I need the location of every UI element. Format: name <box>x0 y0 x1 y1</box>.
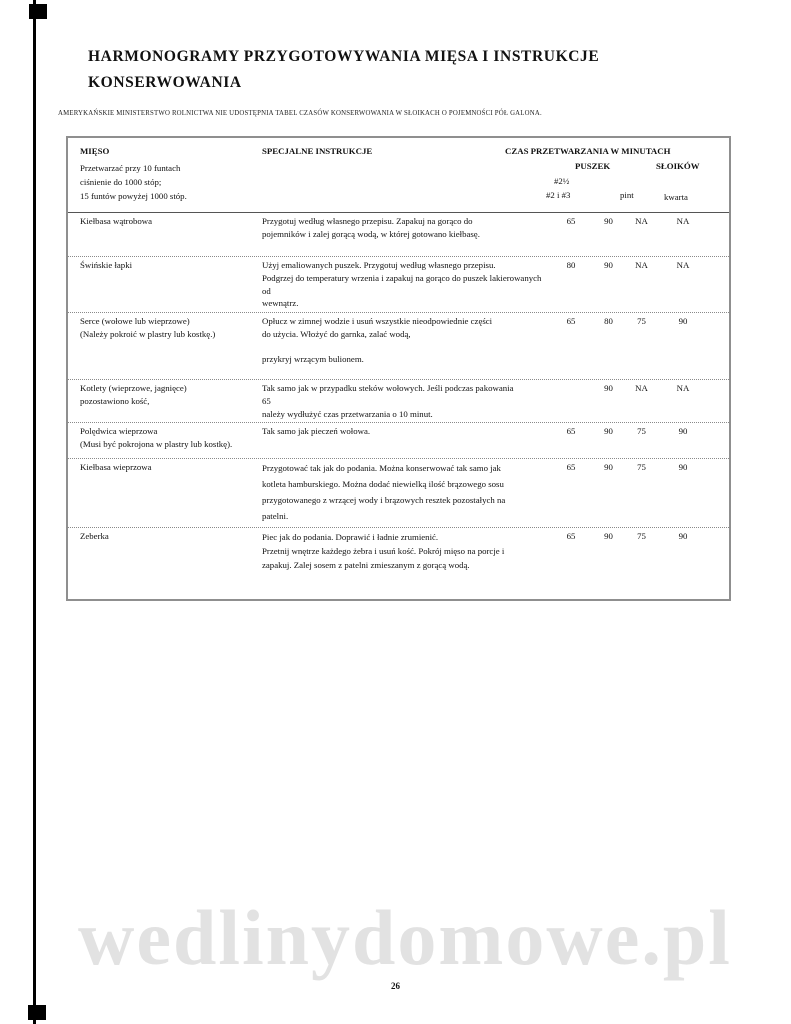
time-value-can2half: 90 <box>604 426 613 437</box>
quart-label: kwarta <box>664 192 688 202</box>
time-value-can23: 65 <box>566 216 576 226</box>
binding-edge-line <box>33 0 36 1024</box>
table-body <box>68 213 729 574</box>
time-value-pint: 75 <box>637 426 646 437</box>
time-value-quart: NA <box>676 260 690 270</box>
time-value-can2half: 90 <box>604 260 613 270</box>
time-value-can23: 65 <box>566 462 576 473</box>
time-value-quart: 90 <box>678 462 688 473</box>
time-value-quart: NA <box>676 383 690 393</box>
time-value-pint: NA <box>635 216 648 226</box>
time-value-pint: NA <box>635 260 648 270</box>
jars-group-label: SŁOIKÓW <box>656 161 700 171</box>
binding-mark-bottom <box>28 1005 46 1020</box>
table-row <box>68 380 729 423</box>
table-row <box>68 423 729 459</box>
time-value-can2half: 90 <box>604 462 613 473</box>
binding-mark-top <box>29 4 47 19</box>
meat-name: Kotlety (wieprzowe, jagnięce) pozostawiono kość, <box>80 383 187 406</box>
time-value-quart: 90 <box>678 316 688 326</box>
meat-name: Świńskie łapki <box>80 260 133 270</box>
page-number: 26 <box>391 981 400 991</box>
table-row <box>68 459 729 528</box>
special-instructions: Tak samo jak pieczeń wołowa. <box>262 426 371 437</box>
time-value-pint: NA <box>635 383 648 393</box>
time-value-pint: 75 <box>637 531 646 542</box>
special-instructions: Użyj emaliowanych puszek. Przygotuj według własnego przepisu. Podgrzej do temperatury wrzenia i zapakuj na gorąco do puszek lakierowanych od wewnątrz. <box>262 260 542 309</box>
meat-name: Kiełbasa wieprzowa <box>80 462 152 473</box>
can-size-2-3-label: #2 i #3 <box>546 190 571 200</box>
table-row <box>68 257 729 313</box>
meat-pressure-note: Przetwarzać przy 10 funtach ciśnienie do 1000 stóp; 15 funtów powyżej 1000 stóp. <box>80 163 187 202</box>
cans-group-label: PUSZEK <box>575 161 611 171</box>
time-value-can2half: 90 <box>604 216 613 226</box>
time-value-quart: NA <box>676 216 690 226</box>
time-value-can2half: 90 <box>604 531 613 542</box>
meat-name: Polędwica wieprzowa (Musi być pokrojona w plastry lub kostkę). <box>80 426 233 449</box>
time-value-can2half: 80 <box>604 316 613 326</box>
special-instructions: Piec jak do podania. Doprawić i ładnie zrumienić. Przetnij wnętrze każdego żebra i usuń kość. Pokrój mięso na porcje i zapakuj. Zalej sosem z patelni zmieszanym z gorącą wodą. <box>262 532 505 571</box>
can-size-2half-label: #2½ <box>554 176 570 186</box>
meat-name: Kiełbasa wątrobowa <box>80 216 153 226</box>
table-row <box>68 528 729 574</box>
special-instructions: Przygotować tak jak do podania. Można konserwować tak samo jak kotleta hamburskiego. Można dodać niewielką ilość brązowego sosu przygotowanego z wrzącej wody i brązowych resztek pozostałych na patelni. <box>262 463 506 521</box>
watermark: wedlinydomowe.pl <box>78 894 732 981</box>
canning-table <box>66 136 731 601</box>
page-title: HARMONOGRAMY PRZYGOTOWYWANIA MIĘSA I INSTRUKCJE KONSERWOWANIA <box>88 48 600 91</box>
table-header <box>68 138 729 213</box>
special-instructions: Tak samo jak w przypadku steków wołowych. Jeśli podczas pakowania 65 należy wydłużyć czas przetwarzania o 10 minut. <box>262 383 514 419</box>
special-instructions: Przygotuj według własnego przepisu. Zapakuj na gorąco do pojemników i zalej gorącą wodą, w której gotowano kiełbasę. <box>262 216 480 239</box>
meat-name: Zeberka <box>80 531 109 542</box>
time-value-pint: 75 <box>637 316 646 326</box>
time-value-can2half: 90 <box>604 383 613 393</box>
time-value-quart: 90 <box>678 426 688 437</box>
time-value-pint: 75 <box>637 462 646 473</box>
time-value-can23: 65 <box>566 531 576 542</box>
column-header-time: CZAS PRZETWARZANIA W MINUTACH <box>505 146 671 156</box>
time-value-can23: 65 <box>566 316 576 326</box>
time-value-can23 <box>550 382 592 420</box>
column-header-instructions: SPECJALNE INSTRUKCJE <box>262 146 373 156</box>
table-row <box>68 213 729 257</box>
ministry-note: AMERYKAŃSKIE MINISTERSTWO ROLNICTWA NIE UDOSTĘPNIA TABEL CZASÓW KONSERWOWANIA W SŁOIKACH O POJEMNOŚCI PÓŁ GALONA. <box>58 110 542 117</box>
time-value-quart: 90 <box>678 531 688 542</box>
meat-name: Serce (wołowe lub wieprzowe) (Należy pokroić w plastry lub kostkę.) <box>80 316 216 339</box>
time-value-can23: 65 <box>566 426 576 437</box>
time-value-can23: 80 <box>566 260 576 270</box>
pint-label: pint <box>620 190 634 200</box>
column-header-meat: MIĘSO <box>80 146 110 156</box>
special-instructions: Opłucz w zimnej wodzie i usuń wszystkie nieodpowiednie części do użycia. Włożyć do garnka, zalać wodą, przykryj wrzącym bulionem. <box>262 316 493 365</box>
table-row <box>68 313 729 380</box>
